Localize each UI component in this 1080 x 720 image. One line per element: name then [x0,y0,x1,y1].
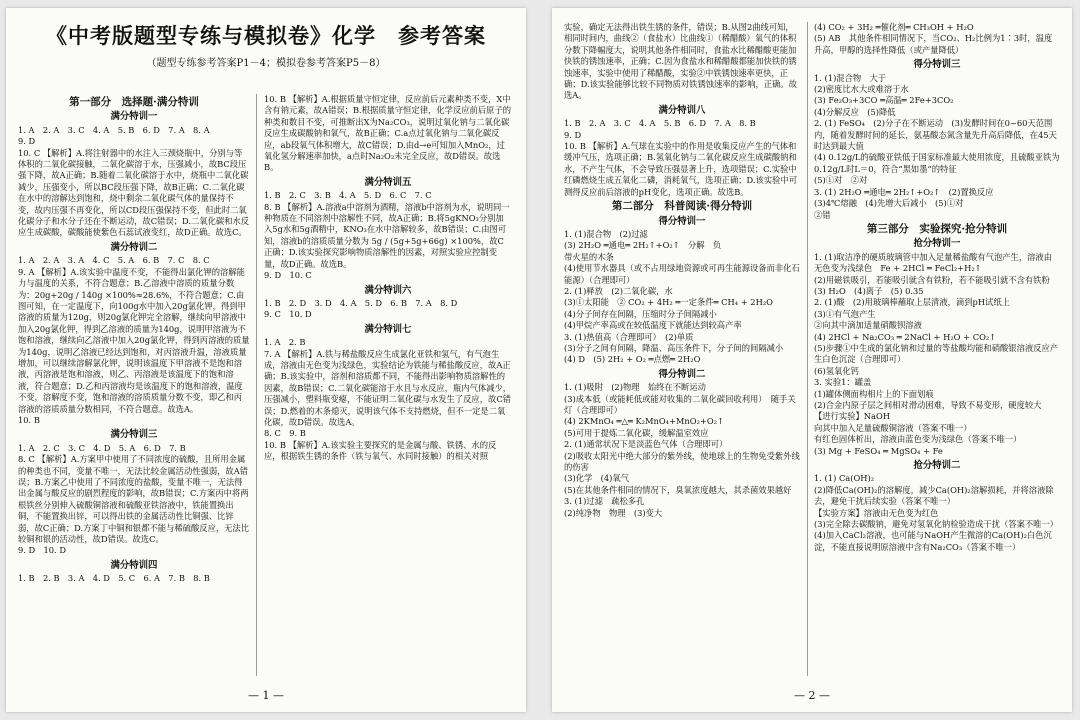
answer-line: 带火星的木条 [564,251,614,262]
answer-line: (3) Mg + FeSO₄ ═ MgSO₄ + Fe [814,445,943,456]
answer-line: 3. (1)热值高（合理即可） (2)单质 [564,331,694,342]
column-divider [807,22,808,676]
answer-line: (4)甲烷产率高或在较低温度下就能达到较高产率 [564,320,742,331]
answer-line: (4)分解反应 (5)降低 [814,106,896,117]
answer-line: (3)分子之间有间隔，降温、高压条件下，分子间的间隔减小 (4) D (5) 2H₂ + O₂ ═点燃═ 2H₂O [564,342,792,365]
answer-line: 1. (1)取洁净的硬质玻璃管中加入足量稀盐酸有气泡产生，溶液由无色变为浅绿色 Fe + 2HCl ═ FeCl₂+H₂↑ [814,251,1053,274]
answer-line: 3. 实验1：罐盖 [814,377,872,388]
part-heading: 第一部分 选择题·满分特训 [69,96,199,108]
answer-line: 7. A 【解析】A.铁与稀盐酸反应生成氯化亚铁和氢气，有气泡生成，溶液由无色变为浅绿色，实验结论为铁能与稀盐酸反应，故A正确；B.该实验中，溶剂和溶质都不同，不能得出影响物质溶解性的因素，故B错误；C.二氧化碳能溶于水且与水反应，瓶内气体减少，压强减小，塑料瓶变瘪，不能证明二氧化碳与水发生了反应，故C错误；D.燃着的木条熄灭，说明该气体不支持燃烧，但不一定是二氧化碳，故D错误。故选A。 [264,348,512,427]
page-number: — 1 — [248,689,284,702]
answer-line: (4)加入CaCl₂溶液，也可能与NaOH产生微溶的Ca(OH)₂白色沉淀，不能直接说明原溶液中含有Na₂CO₃（答案不唯一） [814,530,1052,552]
answer-line: 9. D 10. D [18,545,66,556]
answer-line: 向其中加入足量硫酸铜溶液（答案不唯一） [814,422,972,433]
answer-line: 有红色固体析出，溶液由蓝色变为浅绿色（答案不唯一） [814,434,1022,445]
answer-line: (3)4℃熔融 (4)先增大后减小 (5)①对 [814,198,964,209]
section-heading: 得分特训一 [658,215,706,227]
answer-line: (4) 0.12g/L的硫酸亚铁低于国家标准最大使用浓度，且硫酸亚铁为0.12g/L时L＝0，符合“黑如墨”的特征 [814,152,1060,174]
answer-line: 9. D 10. C [264,270,312,281]
answer-line: 1. A 2. B [264,337,306,348]
answer-line: (2)合金内原子层之间相对滑动困难，导致不易变形，硬度较大 [814,400,1042,410]
answer-line: 10. B 【解析】A.根据质量守恒定律，反应前后元素种类不变，X中含有钠元素，故A错误；B.根据质量守恒定律，化学反应前后原子的种类和数目不变，可推断出X为Na₂CO₃，说明过氧化钠与二氧化碳反应生成碳酸钠和氧气，故B正确；C.a点过氧化钠与二氧化碳反应，ab段氧气体积增大，故C错误；D.由d→e可知加入MnO₂，过氧化氢分解速率加快，a点时Na₂O₂未完全反应，故D错误。故选B。 [264,94,512,173]
page2-right-column [814,22,1060,553]
answer-line: 【进行实验】NaOH [814,411,891,422]
section-heading: 满分特训二 [110,241,158,253]
answer-line: 9. C 10. D [264,309,312,320]
answer-line: 9. D [564,129,582,140]
answer-line: (3) Fe₂O₃+3CO ═高温═ 2Fe+3CO₂ [814,95,954,106]
answer-line: 10. B [18,414,40,425]
answer-line: (2)降低Ca(OH)₂的溶解度，减少Ca(OH)₂溶解损耗，并将溶液除去，避免干扰后续实验（答案不唯一） [814,484,1054,507]
part-heading: 第二部分 科普阅读·得分特训 [611,200,753,213]
page1-left-column [18,94,250,585]
answer-line: 1. A 2. A 3. C 4. A 5. B 6. D 7. A 8. A [18,124,210,135]
answer-line: (5) AB 其他条件相同情况下，当CO₂、H₂比例为1∶3时，温度升高，甲醇的选择性降低（或产量降低） [814,33,1053,55]
answer-line: (5)步骤①中生成的氯化钠和过量的等盐酸均能和硝酸银溶液反应产生白色沉淀（合理即可） [814,342,1059,365]
answer-line: 实验，确定无法得出铁生锈的条件，错误；B.从图2曲线可知，相同时间内，曲线②（食盐水）比曲线①（稀醋酸）氧气的体积分数下降幅度大，说明其他条件相同时，食盐水比稀醋酸更能加快铁的锈蚀速率，正确；C.因为食盐水和稀醋酸都能加快铁的锈蚀速率，实验中使用了稀醋酸，实验②中铁锈蚀速率更快，正确；D.该实验能够比较不同物质对铁锈蚀速率的影响，正确。故选A。 [564,22,798,101]
answer-line: (3) H₂O (4)离子 (5) 0.35 [814,285,924,296]
answer-line: 2. (1)释放 (2)二氧化碳，水 [564,285,673,296]
answer-line: 1. B 2. C 3. B 4. A 5. D 6. C 7. C [264,190,432,201]
answer-line: (5)在其他条件相同的情况下，臭氧浓度越大，其杀菌效果越好 [564,484,792,495]
section-heading: 满分特训三 [110,429,158,441]
answer-line: 10. B 【解析】A.该实验主要探究的是金属与酸、铁锈、水的反应，根据铁生锈的条件（铁与氧气、水同时接触）的相关对照 [264,439,497,462]
answer-page-1 [6,8,526,712]
answer-line: 1. (1)混合物 (2)过滤 [564,228,648,239]
answer-line: 8. C 9. B [264,428,306,439]
answer-line: 10. C 【解析】A.将注射器中的水注入三颈烧瓶中，分别与等体积的二氧化碳接触，二氧化碳溶于水，压强减小，故BC段压强下降，故A正确；B.随着二氧化碳溶于水中，烧瓶中二氧化碳减少，压强变小，所以BC段压强下降，故B正确；C.二氧化碳在水中的溶解达到饱和，烧中剩余二氧化碳气体的量保持不变，故内压强不再变化，所以CD段压强保持不变，但此时二氧化碳分子和水分子还在不断运动，故C错误；D.二氧化碳和水反应生成碳酸，碳酸能使紫色石蕊试液变红，故D正确。故选C。 [18,147,250,238]
answer-line: (4) 2KMnO₄ ═△═ K₂MnO₄+MnO₂+O₂↑ [564,416,724,427]
part-heading: 第三部分 实验探究·抢分特训 [866,222,1008,235]
section-heading: 满分特训七 [364,323,412,335]
section-heading: 得分特训二 [658,368,706,380]
answer-line: (1)罐体侧面构相片上的下面划痕 [814,388,934,399]
answer-line: (6)氢氧化钙 [814,365,859,376]
answer-line: (4) CO₂ + 3H₂ ═催化剂═ CH₃OH + H₂O [814,22,974,32]
answer-line: 8. C 【解析】A.方案甲中使用了不同浓度的硫酸，且所用金属的种类也不同，变量不唯一，无法比较金属活动性强弱，故A错误；B.方案乙中使用了不同浓度的盐酸，变量不唯一，无法得出金属与酸反应的剧烈程度的影响，故B错误；C.方案丙中将两根铁丝分别伸入硫酸铜溶液和硫酸亚铁溶液中，铁能置换出铜，不能置换出锌，可以得出铁的金属活动性比铜强、比锌弱，故C正确；D.方案丁中铜和银都不能与稀硫酸反应，无法比较铜和银的活动性，故D错误。故选C。 [18,454,250,545]
document-subtitle: （题型专练参考答案P1－4；模拟卷参考答案P5－8） [146,58,386,69]
answer-line: 【实验方案】溶液由无色变为红色 [814,507,939,518]
section-heading: 满分特训四 [110,559,158,571]
answer-line: ②向其中滴加适量硝酸钡溶液 [814,320,922,331]
answer-line: 8. B 【解析】A.溶液a中溶剂为酒精，溶液b中溶剂为水，说明同一种物质在不同溶剂中溶解性不同，故A正确；B.将5gKNO₃分别加入5g水和5g酒精中，KNO₃在水中溶解较多，故B错误；C.由图可知，溶液b的溶质质量分数为 5g / (5g+5g+66g) ×100%，故C正确；D.该实验探究影响物质溶解性的因素，对照实验应控制变量，故D正确。故选B。 [264,201,510,269]
document-title: 《中考版题型专练与模拟卷》化学 参考答案 [46,23,486,48]
answer-line: 3. (1) 2H₂O ═通电═ 2H₂↑+O₂↑ (2)置换反应 [814,186,994,197]
answer-line: 1. B 2. D 3. D 4. A 5. D 6. B 7. A 8. D [264,297,458,308]
section-heading: 得分特训三 [913,59,961,71]
answer-line: (2)吸收太阳光中绝大部分的紫外线，使地球上的生物免受紫外线的伤害 [564,450,800,473]
column-divider [256,94,257,676]
answer-line: (2)纯净物 物理 (3)变大 [564,507,663,518]
answer-line: (3)成本低（或能耗低或能对收集的二氧化碳回收利用） 随手关灯（合理即可） [564,393,796,415]
answer-line: 3. (1)过滤 疏松多孔 [564,496,645,507]
answer-line: 2. (1) FeSO₄ (2)分子在不断运动 (3)发酵时间在0~60天范围内，随着发酵时间的延长，氨基酸态氮含量先升高后降低，在45天时达到最大值 [814,118,1057,152]
section-heading: 满分特训一 [110,111,158,123]
answer-line: (4) 2HCl + Na₂CO₃ ═ 2NaCl + H₂O + CO₂↑ [814,331,997,342]
answer-line: (3)①有气泡产生 [814,308,876,319]
answer-line: 2. (1)通常状况下是淡蓝色气体（合理即可） [564,439,728,450]
answer-line: 1. (1)吸附 (2)物理 始终在不断运动 [564,382,706,393]
answer-line: (2)用磁铁吸引，若能吸引就含有铁粉，若不能吸引就不含有铁粉 [814,274,1050,285]
answer-line: 1. (1) Ca(OH)₂ [814,473,875,484]
section-heading: 满分特训五 [364,176,412,188]
answer-line: 9. A 【解析】A.该实验中温度不变，不能得出氯化钾的溶解能力与温度的关系，不符合题意；B.乙溶液中溶质的质量分数为：20g+20g / 140g ×100%≈28.6%，不符合题意；C.由图可知，在一定温度下，向100g水中加入20g氯化钾，得到甲溶液的质量为120g，则20g氯化钾完全溶解，继续向甲溶液中加入20g氯化钾，得到乙溶液的质量为140g，说明甲溶液为不饱和溶液，继续向乙溶液中加入20g氯化钾，得到丙溶液的质量为140g，说明乙溶液已经达到饱和，对丙溶液升温，溶液质量增加，可以继续溶解氯化钾，说明该温度下甲溶液不是饱和溶液，丙溶液是饱和溶液，则乙、丙溶液是该温度下的饱和溶液，符合题意；D.乙和丙溶液均是该温度下的饱和溶液，温度不变，溶解度不变，饱和溶液的溶质质量分数不变，即乙和丙溶液的溶质质量分数相同，不符合题意。故选A。 [18,266,250,414]
section-heading: 抢分特训二 [913,460,961,472]
answer-line: (3)化学 (4)氧气 [564,473,629,484]
answer-line: (5)①对 ②对 [814,175,868,186]
answer-line: 9. D [18,136,36,147]
answer-line: 1. B 2. A 3. C 4. A 5. B 6. D 7. A 8. B [564,118,756,129]
section-heading: 满分特训八 [658,104,706,116]
answer-line: 1. (1)混合物 大于 [814,72,887,83]
answer-line: (2)密度比水大或难溶于水 [814,84,909,95]
page1-right-column [264,94,512,463]
page2-left-column [564,22,800,519]
answer-page-2 [552,8,1072,712]
page-number: — 2 — [794,689,830,702]
answer-line: (3)完全除去碳酸钠，避免对氢氧化钠检验造成干扰（答案不唯一） [814,519,1059,530]
answer-line: 1. A 2. A 3. A 4. C 5. A 6. B 7. C 8. C [18,255,210,266]
answer-line: (5)可用于提炼二氧化碳，缓解温室效应 [564,427,709,438]
answer-line: 1. B 2. B 3. A 4. D 5. C 6. A 7. B 8. B [18,573,210,584]
answer-line: (4)使用节水器具（或不占用绿地资源或可再生能源设备而非化石能源）（合理即可） [564,263,800,285]
answer-line: 2. (1)酸 (2)用玻璃棒蘸取上层清液，滴到pH试纸上 [814,297,1010,308]
answer-line: 10. B 【解析】A.气球在实验中的作用是收集反应产生的气体和缓冲气压，选项正确；B.氢氧化钠与二氧化碳反应生成碳酸钠和水，不产生气体，不会导致压强显著上升，选项错误；C.实验中红磷燃烧生成五氧化二磷，消耗氧气，选项正确；D.该实验中可测得反应前后溶液的pH变化，选项正确。故选B。 [564,141,798,197]
answer-line: 1. A 2. C 3. C 4. D 5. A 6. D 7. B [18,442,186,453]
answer-line: (4)分子间存在间隔，压缩时分子间隔减小 [564,308,717,319]
answer-line: ②错 [814,209,831,220]
section-heading: 满分特训六 [364,284,412,296]
answer-line: (3) 2H₂O ═通电═ 2H₂↑+O₂↑ 分解 负 [564,240,722,251]
section-heading: 抢分特训一 [913,238,961,250]
answer-line: (3)①太阳能 ② CO₂ + 4H₂ ═一定条件═ CH₄ + 2H₂O [564,297,773,308]
